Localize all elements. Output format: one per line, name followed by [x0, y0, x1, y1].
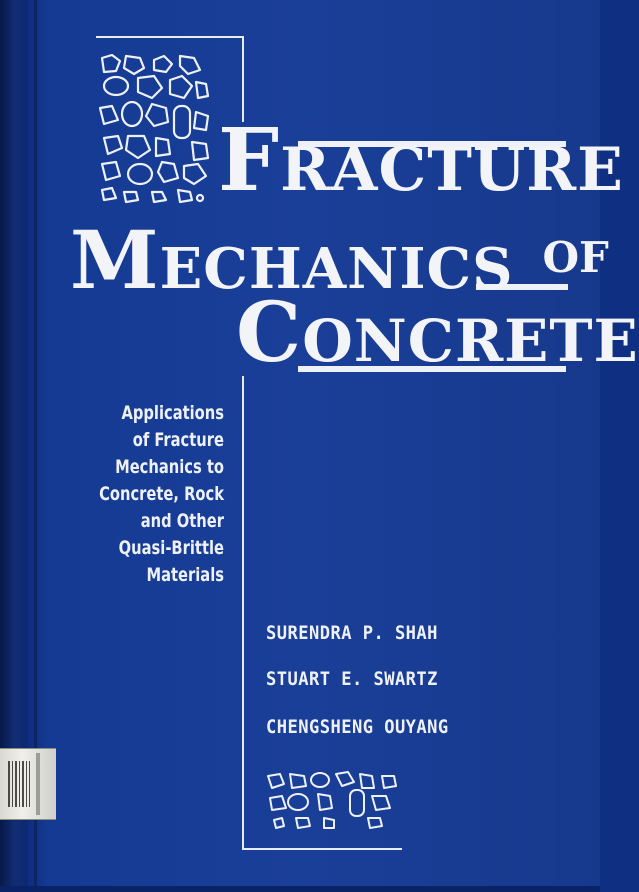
title-rest-mechanics: ECHANICS: [159, 236, 514, 302]
title-initial-m: M: [70, 213, 160, 307]
title-of: OF: [542, 233, 609, 282]
title-line-fracture: [218, 110, 624, 211]
title-rest-fracture: RACTURE: [280, 135, 624, 205]
title-initial-f: F: [218, 110, 281, 211]
author-name: SURENDRA P. SHAH: [266, 622, 438, 644]
title-line-mechanics-of: [70, 213, 609, 307]
subtitle-line: of Fracture: [132, 429, 224, 451]
title-initial-c: C: [236, 285, 303, 381]
concrete-aggregate-icon: [96, 52, 214, 204]
label-strip: [36, 753, 40, 815]
subtitle-line: and Other: [140, 510, 224, 532]
title-rest-concrete: ONCRETE: [302, 307, 639, 375]
subtitle-line: Quasi-Brittle: [118, 537, 224, 559]
frame-line-top: [96, 36, 244, 38]
bottom-edge: [0, 886, 600, 892]
subtitle-line: Mechanics to: [115, 456, 224, 478]
frame-line-bottom: [242, 848, 402, 850]
subtitle-line: Concrete, Rock: [99, 483, 224, 505]
subtitle-line: Applications: [121, 402, 224, 424]
author-name: STUART E. SWARTZ: [266, 668, 438, 690]
title-line-concrete: [236, 285, 639, 381]
concrete-aggregate-icon: [264, 770, 400, 830]
subtitle: [66, 400, 224, 589]
author-name: CHENGSHENG OUYANG: [266, 716, 449, 738]
frame-line-vertical-lower: [242, 376, 244, 850]
subtitle-line: Materials: [146, 564, 224, 586]
barcode-icon: [8, 761, 30, 807]
library-barcode-label: [0, 748, 56, 820]
